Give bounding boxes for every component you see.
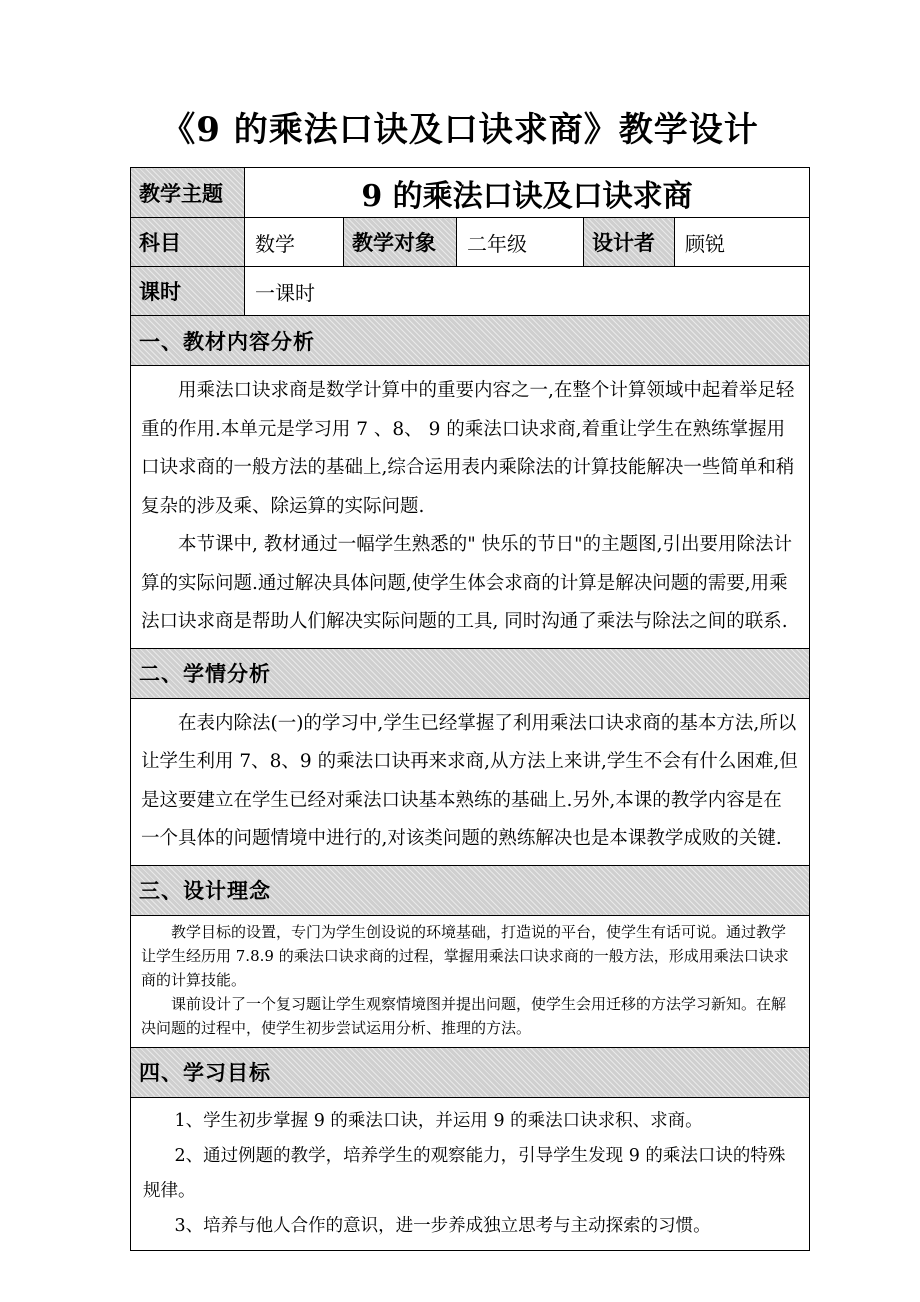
- section-heading-material-analysis: 一、教材内容分析: [131, 316, 810, 366]
- subject-value: 数学: [245, 218, 344, 267]
- goal-item: 3、培养与他人合作的意识，进一步养成独立思考与主动探索的习惯。: [174, 1215, 711, 1236]
- goal-item: 1、学生初步掌握 9 的乘法口诀，并运用 9 的乘法口诀求积、求商。: [174, 1110, 703, 1131]
- section-body-design-concept: [131, 915, 810, 1047]
- section-heading-design-concept: 三、设计理念: [131, 865, 810, 915]
- topic-label: 教学主题: [131, 168, 245, 218]
- section-body-student-analysis: [131, 698, 810, 865]
- paragraph: 课前设计了一个复习题让学生观察情境图并提出问题，使学生会用迁移的方法学习新知。在解决问题的过程中，使学生初步尝试运用分析、推理的方法。: [141, 994, 787, 1037]
- paragraph: 在表内除法(一)的学习中,学生已经掌握了利用乘法口诀求商的基本方法,所以让学生利用 7、8、9 的乘法口诀再来求商,从方法上来讲,学生不会有什么困难,但是这要建立在学生已经对乘法口诀基本熟练的基础上.另外,本课的教学内容是在一个具体的问题情境中进行的,对该类问题的熟练解决也是本课教学成败的关键.: [141, 712, 798, 849]
- paragraph: 用乘法口诀求商是数学计算中的重要内容之一,在整个计算领域中起着举足轻重的作用.本单元是学习用 7 、8、 9 的乘法口诀求商,着重让学生在熟练掌握用口诀求商的一般方法的基础上,综合运用表内乘除法的计算技能解决一些简单和稍复杂的涉及乘、除运算的实际问题.: [141, 380, 795, 517]
- designer-value: 顾锐: [675, 218, 810, 267]
- paragraph: 教学目标的设置，专门为学生创设说的环境基础，打造说的平台，使学生有话可说。通过教学让学生经历用 7.8.9 的乘法口诀求商的过程，掌握用乘法口诀求商的一般方法，形成用乘法口诀求商的计算技能。: [141, 922, 789, 989]
- period-label: 课时: [131, 267, 245, 316]
- audience-value: 二年级: [457, 218, 584, 267]
- designer-label: 设计者: [584, 218, 675, 267]
- paragraph: 本节课中, 教材通过一幅学生熟悉的" 快乐的节日"的主题图,引出要用除法计算的实际问题.通过解决具体问题,使学生体会求商的计算是解决问题的需要,用乘法口诀求商是帮助人们解决实际问题的工具, 同时沟通了乘法与除法之间的联系.: [141, 534, 793, 632]
- section-heading-student-analysis: 二、学情分析: [131, 648, 810, 698]
- topic-value: 9 的乘法口诀及口诀求商: [245, 168, 810, 218]
- document-title: 《9 的乘法口诀及口诀求商》教学设计: [161, 110, 759, 150]
- section-body-material-analysis: [131, 366, 810, 649]
- lesson-plan-table: [130, 167, 810, 1251]
- goal-item: 2、通过例题的教学，培养学生的观察能力，引导学生发现 9 的乘法口诀的特殊规律。: [143, 1145, 786, 1201]
- section-heading-learning-goals: 四、学习目标: [131, 1047, 810, 1097]
- audience-label: 教学对象: [344, 218, 457, 267]
- subject-label: 科目: [131, 218, 245, 267]
- section-body-learning-goals: [131, 1097, 810, 1250]
- period-value: 一课时: [245, 267, 810, 316]
